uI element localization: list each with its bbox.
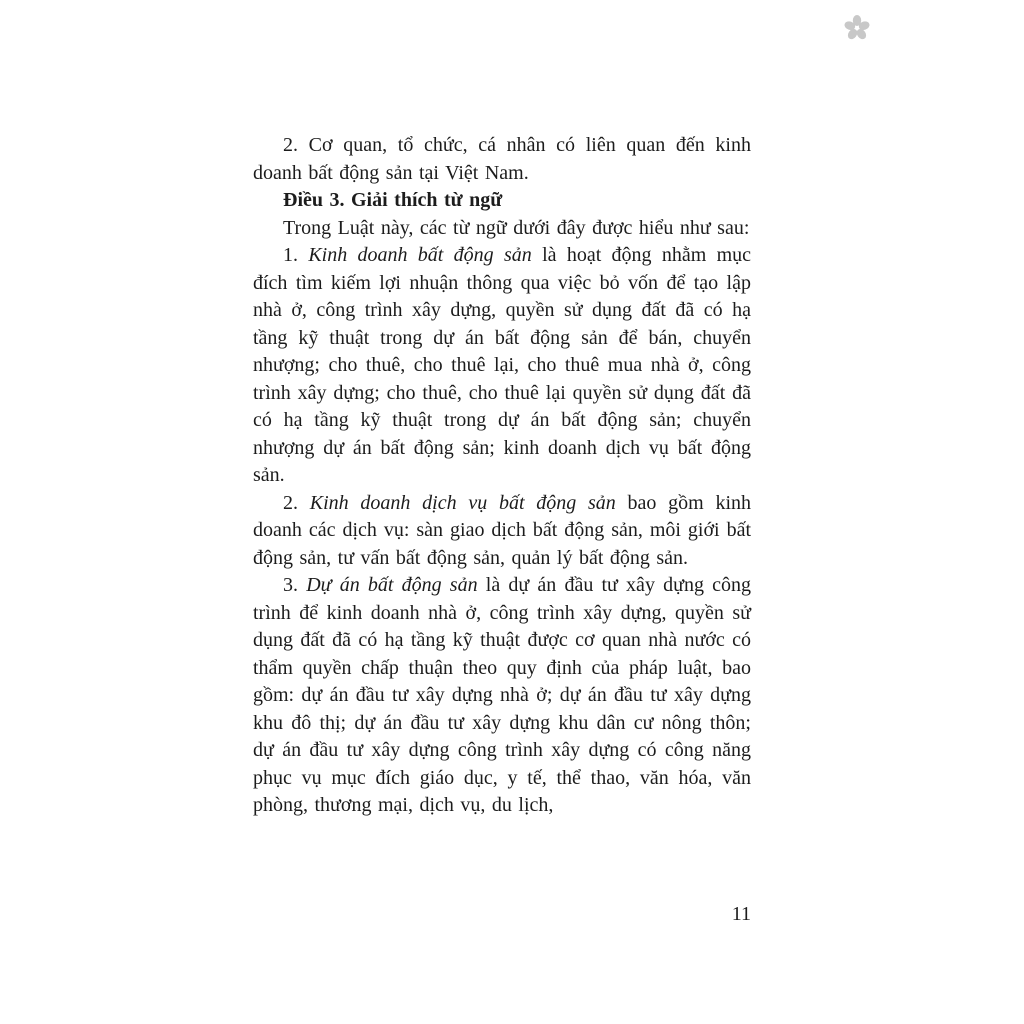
- definition-1-number: 1.: [283, 244, 298, 266]
- lead-paragraph: Trong Luật này, các từ ngữ dưới đây được hiểu như sau:: [283, 216, 750, 239]
- definition-1-term: Kinh doanh bất động sản: [308, 244, 532, 266]
- clause-2-paragraph: 2. Cơ quan, tổ chức, cá nhân có liên quan đến kinh doanh bất động sản tại Việt Nam.: [253, 134, 751, 184]
- definition-2-term: Kinh doanh dịch vụ bất động sản: [309, 491, 616, 514]
- article-3-heading: Điều 3. Giải thích từ ngữ: [283, 189, 503, 211]
- definition-2-number: 2.: [283, 491, 298, 514]
- definition-3-paragraph: [253, 572, 751, 820]
- definition-3-text: là dự án đầu tư xây dựng công trình để kinh doanh nhà ở, công trình xây dựng, quyền sử dụng đất đã có hạ tầng kỹ thuật được cơ quan nhà nước có thẩm quyền chấp thuận theo quy định của pháp luật, bao gồm: dự án đầu tư xây dựng nhà ở; dự án đầu tư xây dựng khu đô thị; dự án đầu tư xây dựng khu dân cư nông thôn; dự án đầu tư xây dựng công trình xây dựng có công năng phục vụ mục đích giáo dục, y tế, thể thao, văn hóa, văn phòng, thương mại, dịch vụ, du lịch,: [253, 574, 752, 816]
- definition-2-paragraph: [253, 490, 751, 573]
- definition-1-paragraph: [253, 242, 751, 490]
- definition-3-number: 3.: [283, 574, 298, 596]
- definition-2-text: bao gồm kinh doanh các dịch vụ: sàn giao dịch bất động sản, môi giới bất động sản, tư vấn bất động sản, quản lý bất động sản.: [253, 491, 752, 569]
- definition-3-term: Dự án bất động sản: [306, 574, 478, 596]
- flower-icon: [842, 13, 872, 43]
- page-number: 11: [731, 903, 751, 925]
- page-text-block: [253, 132, 751, 820]
- definition-1-text: là hoạt động nhằm mục đích tìm kiếm lợi nhuận thông qua việc bỏ vốn để tạo lập nhà ở, công trình xây dựng, quyền sử dụng đất đã có hạ tầng kỹ thuật trong dự án bất động sản để bán, chuyển nhượng; cho thuê, cho thuê lại, cho thuê mua nhà ở, công trình xây dựng; cho thuê, cho thuê lại quyền sử dụng đất đã có hạ tầng kỹ thuật trong dự án bất động sản; chuyển nhượng dự án bất động sản; kinh doanh dịch vụ bất động sản.: [253, 244, 752, 486]
